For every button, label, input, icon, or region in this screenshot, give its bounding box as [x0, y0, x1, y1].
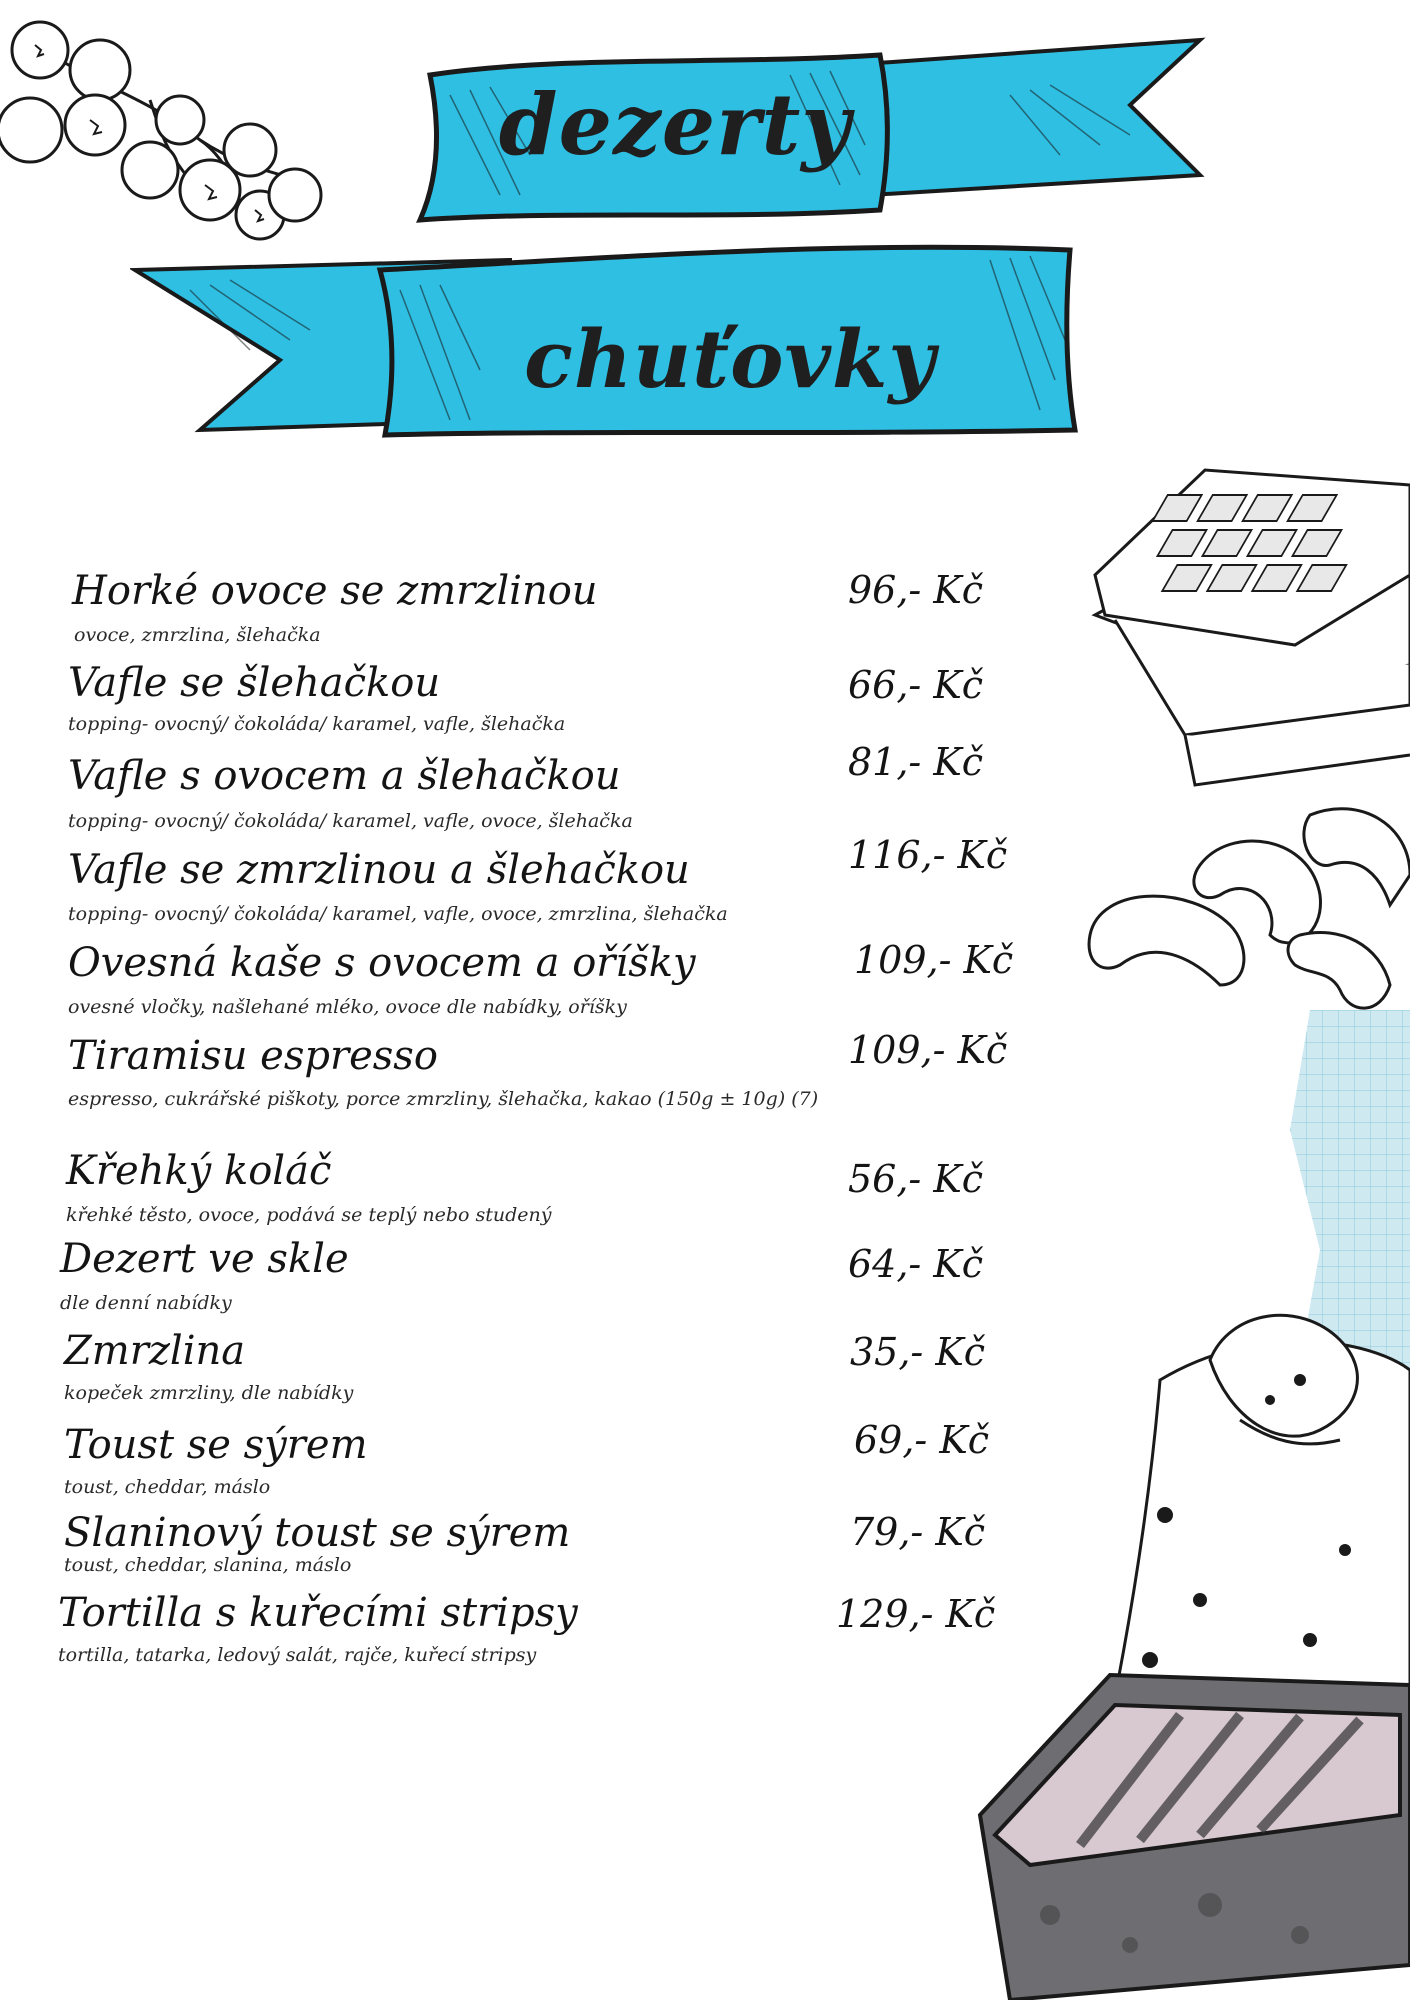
menu-item-price: 69,- Kč — [854, 1418, 990, 1462]
toast-sandwich-icon — [970, 1665, 1410, 2000]
menu-item-name: Ovesná kaše s ovocem a oříšky — [68, 940, 696, 986]
menu-item-desc: topping- ovocný/ čokoláda/ karamel, vafle, ovoce, zmrzlina, šlehačka — [68, 903, 728, 925]
menu-item-desc: kopeček zmrzliny, dle nabídky — [64, 1382, 354, 1404]
menu-item-desc: topping- ovocný/ čokoláda/ karamel, vafle, ovoce, šlehačka — [68, 810, 633, 832]
cashews-icon — [1080, 785, 1410, 1045]
menu-item-price: 129,- Kč — [836, 1592, 996, 1636]
menu-item-name: Zmrzlina — [64, 1328, 246, 1374]
menu-item-name: Vafle s ovocem a šlehačkou — [68, 753, 621, 799]
menu-item-price: 35,- Kč — [850, 1330, 986, 1374]
menu-item-name: Horké ovoce se zmrzlinou — [72, 568, 598, 614]
menu-item-desc: toust, cheddar, máslo — [64, 1476, 271, 1498]
menu-item-name: Toust se sýrem — [64, 1422, 368, 1468]
menu-item-price: 64,- Kč — [848, 1242, 984, 1286]
menu-item-desc: křehké těsto, ovoce, podává se teplý nebo studený — [66, 1204, 552, 1226]
menu-item-price: 81,- Kč — [848, 740, 984, 784]
menu-item-price: 96,- Kč — [848, 568, 984, 612]
menu-item-desc: topping- ovocný/ čokoláda/ karamel, vafle, šlehačka — [68, 713, 566, 735]
menu-item-desc: espresso, cukrářské piškoty, porce zmrzliny, šlehačka, kakao (150g ± 10g) (7) — [68, 1088, 819, 1110]
menu-item-name: Vafle se šlehačkou — [68, 660, 441, 706]
menu-item-name: Tortilla s kuřecími stripsy — [58, 1590, 578, 1636]
menu-item-desc: toust, cheddar, slanina, máslo — [64, 1554, 352, 1576]
menu-item-price: 66,- Kč — [848, 663, 984, 707]
menu-item-price: 56,- Kč — [848, 1157, 984, 1201]
banner-title-chutovky: chuťovky — [524, 312, 936, 406]
banner-title-dezerty: dezerty — [498, 75, 852, 174]
menu-item-name: Tiramisu espresso — [68, 1033, 438, 1079]
menu-item-price: 79,- Kč — [850, 1510, 986, 1554]
menu-item-name: Vafle se zmrzlinou a šlehačkou — [68, 847, 690, 893]
menu-item-desc: dle denní nabídky — [60, 1292, 232, 1314]
menu-item-price: 109,- Kč — [854, 938, 1014, 982]
menu-item-desc: ovoce, zmrzlina, šlehačka — [74, 624, 321, 646]
menu-item-name: Slaninový toust se sýrem — [64, 1510, 571, 1556]
menu-item-price: 109,- Kč — [848, 1028, 1008, 1072]
menu-item-desc: tortilla, tatarka, ledový salát, rajče, kuřecí stripsy — [58, 1644, 537, 1666]
waffles-icon — [1085, 465, 1410, 815]
menu-item-name: Dezert ve skle — [60, 1236, 349, 1282]
menu-item-price: 116,- Kč — [848, 833, 1008, 877]
menu-item-desc: ovesné vločky, našlehané mléko, ovoce dle nabídky, oříšky — [68, 996, 627, 1018]
menu-item-name: Křehký koláč — [66, 1148, 332, 1194]
